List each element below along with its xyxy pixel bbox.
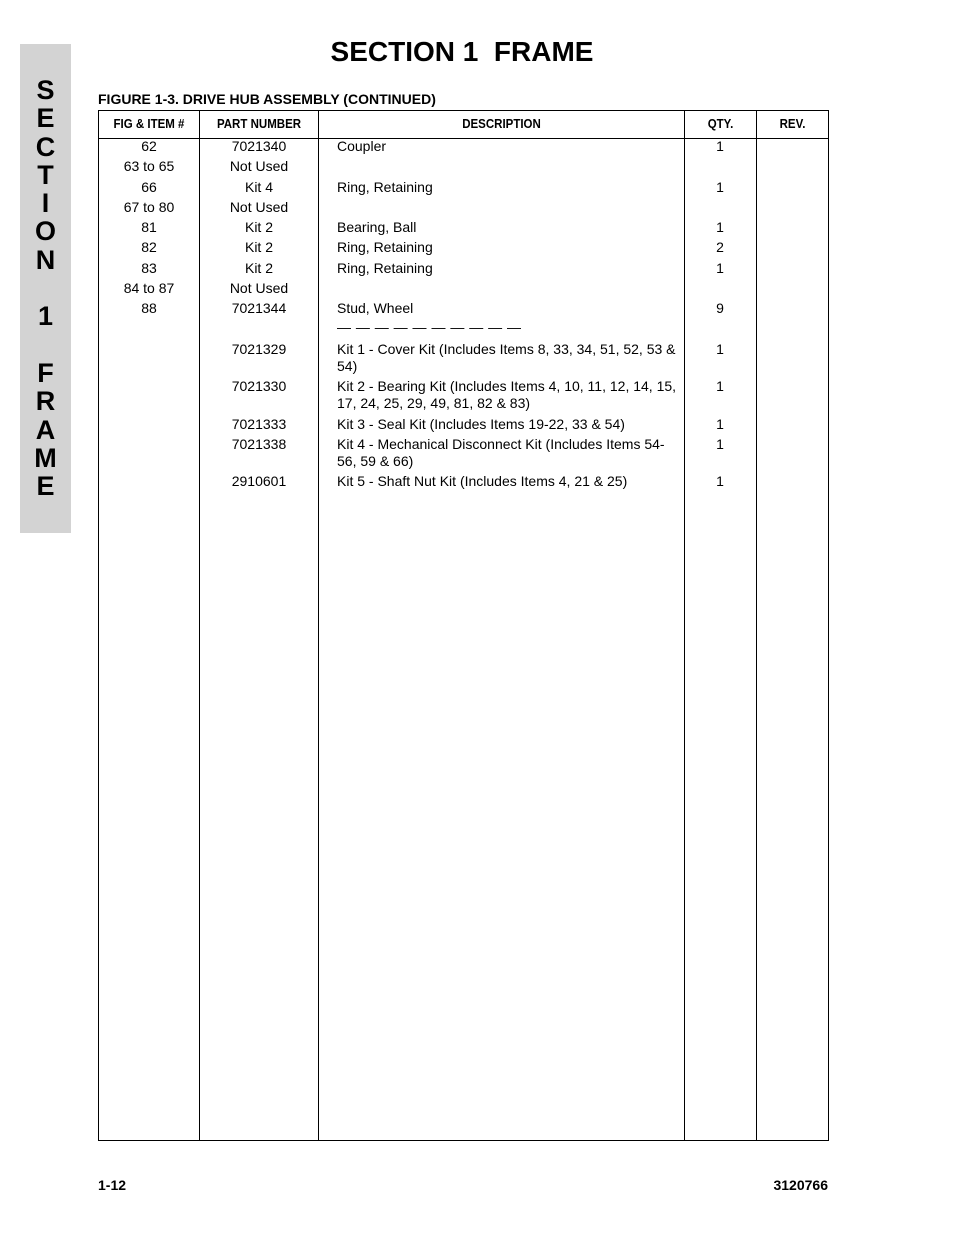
header-description: DESCRIPTION [462,117,541,131]
column-divider [756,111,757,1140]
description-line: Kit 2 - Bearing Kit (Includes Items 4, 10, 11, 12, 14, 15, [337,378,677,394]
quantity: 9 [716,300,724,316]
description-line: 54) [337,358,358,374]
side-letter-gap [20,274,71,302]
description-line: Kit 4 - Mechanical Disconnect Kit (Includes Items 54- [337,436,665,452]
description-line: 56, 59 & 66) [337,453,414,469]
part-number: Kit 2 [244,239,273,255]
side-letter-gap [20,331,71,359]
quantity: 1 [716,138,724,154]
quantity: 1 [716,436,724,452]
side-letter: E [36,471,55,502]
quantity: 1 [716,219,724,235]
part-number: Not Used [229,199,289,215]
description-line: 17, 24, 25, 29, 49, 81, 82 & 83) [337,395,531,411]
part-number: Kit 4 [244,179,273,195]
header-qty: QTY. [707,117,734,131]
description-line: Kit 1 - Cover Kit (Includes Items 8, 33, 34, 51, 52, 53 & [337,341,676,357]
side-letter: F [37,357,54,388]
description [337,473,682,490]
item-number: 83 [141,260,157,276]
item-number: 66 [141,179,157,195]
side-letter: R [35,386,56,417]
side-letter: O [34,216,56,247]
item-number: 81 [141,219,157,235]
description [337,436,682,470]
description [337,341,682,375]
document-number: 3120766 [773,1177,828,1193]
separator-line: — — — — — — — — — — [337,319,522,335]
page-title-text: SECTION 1 FRAME [330,36,594,67]
header-item: FIG & ITEM # [113,117,185,131]
parts-table [98,110,829,1141]
quantity: 1 [716,378,724,394]
quantity: 1 [716,473,724,489]
side-letter: E [36,103,55,134]
description: Bearing, Ball [337,219,417,235]
part-number: 7021333 [231,416,287,432]
part-number: Not Used [229,280,289,296]
description-line: Kit 3 - Seal Kit (Includes Items 19-22, 33 & 54) [337,416,625,432]
side-letter: N [35,244,56,275]
side-letter: A [35,414,56,445]
side-letter: M [34,442,57,473]
item-number: 88 [141,300,157,316]
description [337,416,682,433]
header-part-number: PART NUMBER [216,117,302,131]
item-number: 62 [141,138,157,154]
side-tab-letters [20,76,71,500]
quantity: 1 [716,341,724,357]
side-letter: C [35,131,56,162]
description: Ring, Retaining [337,260,433,276]
page-number: 1-12 [98,1177,127,1193]
side-letter: S [36,75,55,105]
description: Stud, Wheel [337,300,414,316]
quantity: 1 [716,416,724,432]
item-number: 67 to 80 [123,199,175,215]
part-number: 7021330 [231,378,287,394]
quantity: 2 [716,239,724,255]
item-number: 84 to 87 [123,280,175,296]
part-number: 7021338 [231,436,287,452]
page-title [0,36,954,68]
side-letter: I [41,188,50,219]
column-divider [318,111,319,1140]
side-letter: 1 [37,301,54,332]
section-side-tab [20,44,71,533]
part-number: 7021340 [231,138,287,154]
description [337,378,682,412]
description: Coupler [337,138,387,154]
item-number: 63 to 65 [123,158,175,174]
quantity: 1 [716,179,724,195]
item-number: 82 [141,239,157,255]
description-line: Kit 5 - Shaft Nut Kit (Includes Items 4, 21 & 25) [337,473,628,489]
figure-title: FIGURE 1-3. DRIVE HUB ASSEMBLY (CONTINUED) [98,91,436,107]
part-number: 7021329 [231,341,287,357]
header-rev: REV. [779,117,806,131]
description: Ring, Retaining [337,179,433,195]
description: Ring, Retaining [337,239,433,255]
part-number: Kit 2 [244,260,273,276]
side-letter: T [37,159,54,190]
part-number: 2910601 [231,473,287,489]
part-number: Not Used [229,158,289,174]
part-number: 7021344 [231,300,287,316]
quantity: 1 [716,260,724,276]
part-number: Kit 2 [244,219,273,235]
